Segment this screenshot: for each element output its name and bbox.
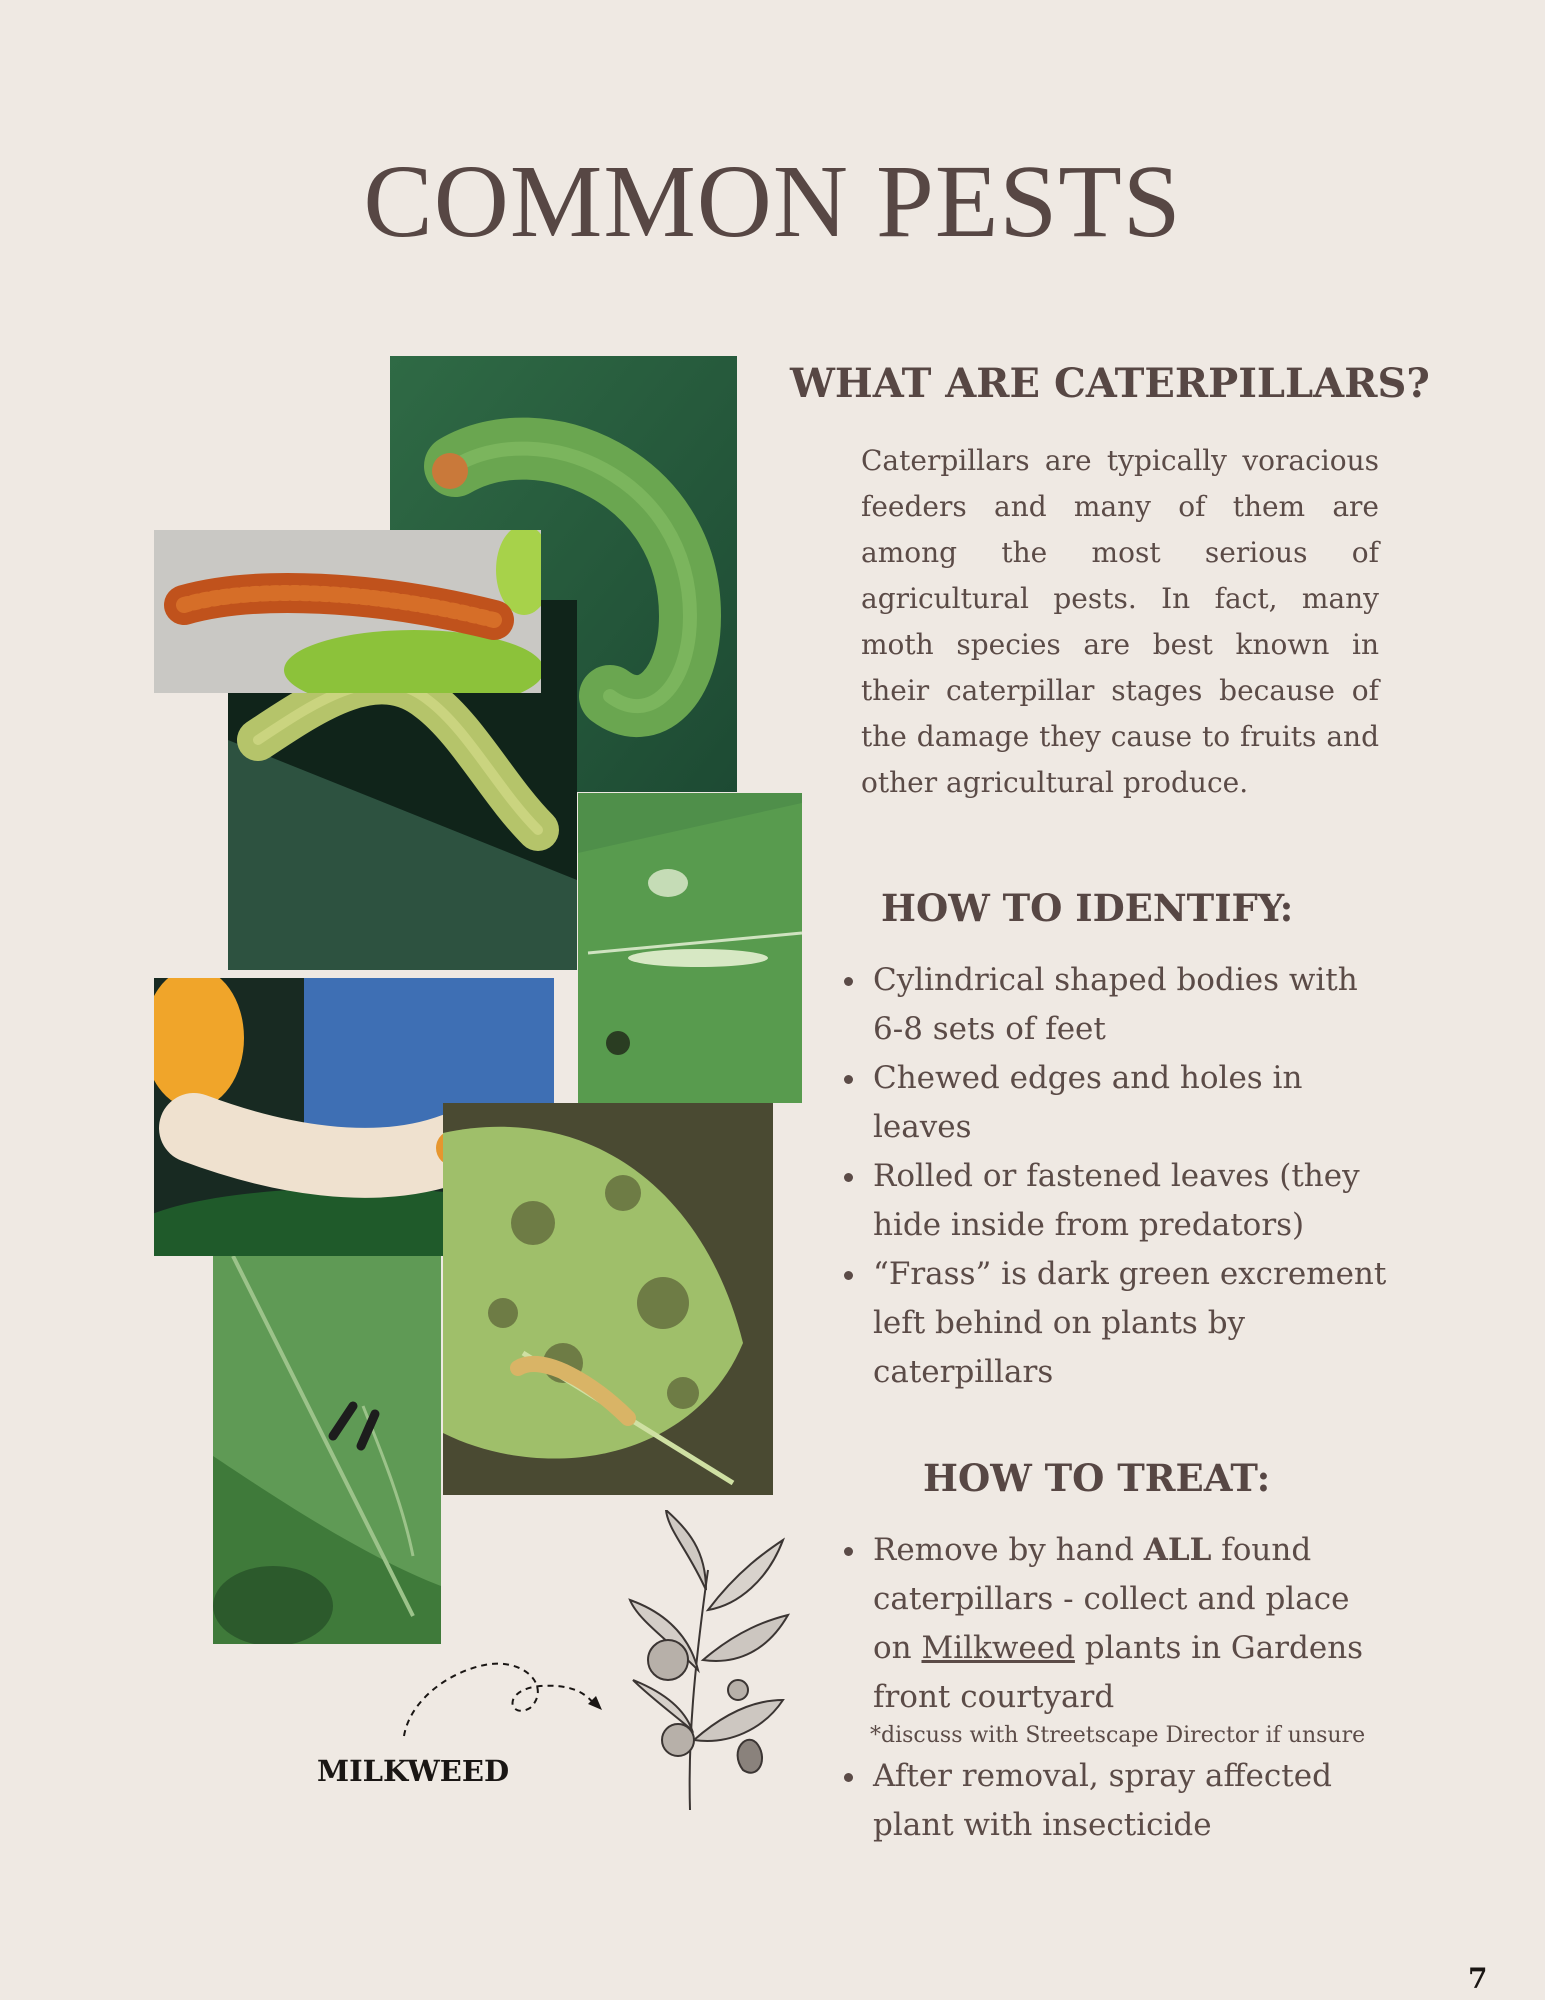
photo-small-caterpillar-leaf (578, 793, 802, 1103)
treat-text-suffix: plants in Gardens front courtyard (873, 1630, 1364, 1715)
treat-text-prefix: Remove by hand (873, 1532, 1144, 1568)
treat-emphasis: ALL (1143, 1532, 1212, 1568)
list-item: Chewed edges and holes in leaves (838, 1054, 1394, 1152)
identify-heading: HOW TO IDENTIFY: (881, 886, 1294, 930)
treat-list-2 (838, 1752, 1394, 1850)
list-item: “Frass” is dark green excrement left behind on plants by caterpillars (838, 1250, 1394, 1397)
page-title: COMMON PESTS (363, 144, 1182, 259)
page-number: 7 (1468, 1962, 1488, 1995)
caterpillars-heading: WHAT ARE CATERPILLARS? (790, 360, 1430, 407)
list-item: Cylindrical shaped bodies with 6-8 sets of feet (838, 956, 1394, 1054)
curved-arrow-icon (390, 1650, 620, 1750)
photo-black-caterpillars-leaf (213, 1256, 441, 1644)
list-item: After removal, spray affected plant with insecticide (838, 1752, 1394, 1850)
milkweed-link[interactable]: Milkweed (921, 1630, 1075, 1666)
milkweed-illustration (628, 1510, 793, 1810)
treat-list (838, 1526, 1394, 1722)
milkweed-label: MILKWEED (317, 1754, 510, 1788)
treat-text-middle: found caterpillars - collect and place on (873, 1532, 1350, 1666)
photo-orange-hairy-caterpillar (154, 530, 541, 693)
list-item: Rolled or fastened leaves (they hide inside from predators) (838, 1152, 1394, 1250)
photo-caterpillar-damaged-leaf (443, 1103, 773, 1495)
caterpillars-paragraph: Caterpillars are typically voracious feeders and many of them are among the most serious of agricultural pests. In fact, many moth species are best known in their caterpillar stages because of the damage they cause to fruits and other agricultural produce. (861, 444, 1379, 799)
treat-heading: HOW TO TREAT: (923, 1456, 1271, 1500)
identify-list (838, 956, 1394, 1397)
treat-note: *discuss with Streetscape Director if unsure (870, 1723, 1366, 1748)
list-item (838, 1526, 1394, 1722)
